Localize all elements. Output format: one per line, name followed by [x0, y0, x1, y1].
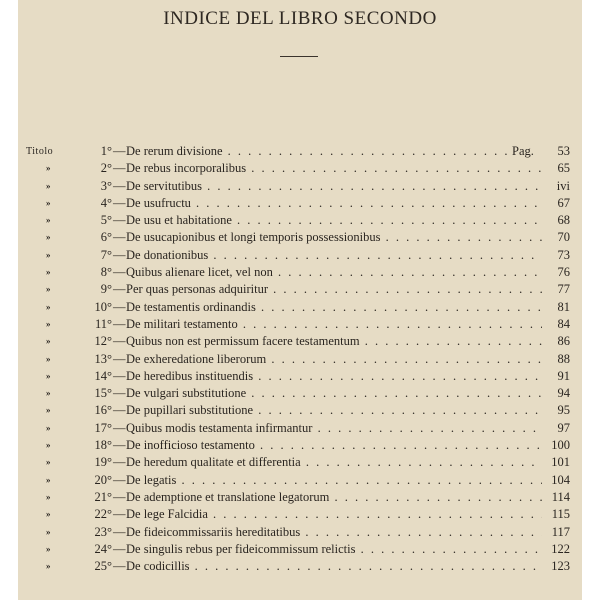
page-title: INDICE DEL LIBRO SECONDO	[163, 8, 437, 29]
toc-entry	[18, 368, 582, 385]
entry-title: De codicillis . . .	[126, 558, 542, 575]
toc-entry	[18, 143, 582, 160]
entry-number: 23°	[94, 524, 112, 539]
entry-title: De fideicommissariis hereditatibus . . .	[126, 524, 542, 541]
entry-dash: —	[113, 403, 126, 418]
title-rule	[280, 56, 318, 57]
entry-page-number: 77	[557, 282, 570, 297]
ditto-mark: »	[46, 267, 51, 278]
entry-number: 14°	[94, 368, 112, 383]
entry-number: 4°	[100, 195, 112, 210]
entry-title: De vulgari substitutione . . .	[126, 385, 542, 402]
ditto-mark: »	[46, 232, 51, 243]
toc-entry	[18, 178, 582, 195]
entry-page-number: 117	[551, 524, 570, 539]
toc-entry	[18, 264, 582, 281]
toc-entry	[18, 506, 582, 523]
entry-title: De servitutibus . . .	[126, 178, 542, 195]
toc-entry	[18, 160, 582, 177]
toc-entry	[18, 247, 582, 264]
entry-page-number: 53	[557, 144, 570, 158]
toc-entry	[18, 333, 582, 350]
toc-entry	[18, 402, 582, 419]
entry-title: De legatis . . .	[126, 472, 542, 489]
entry-title: Quibus alienare licet, vel non . . .	[126, 264, 542, 281]
entry-page-number: 115	[551, 507, 570, 522]
entry-title: De heredum qualitate et differentia . . .	[126, 454, 542, 471]
ditto-mark: »	[46, 561, 51, 572]
entry-number: 8°	[100, 265, 112, 280]
ditto-mark: »	[46, 440, 51, 451]
entry-dash: —	[113, 541, 126, 556]
entry-title: De usucapionibus et longi temporis possessionibus . . .	[126, 229, 542, 246]
toc-entry	[18, 229, 582, 246]
ditto-mark: »	[46, 509, 51, 520]
entry-dash: —	[113, 161, 126, 176]
entry-number: 20°	[94, 472, 112, 487]
entry-number: 17°	[94, 420, 112, 435]
ditto-mark: »	[46, 284, 51, 295]
entry-page-number: 122	[551, 541, 570, 556]
entry-page-number: 70	[557, 230, 570, 245]
entry-number: 13°	[94, 351, 112, 366]
ditto-mark: »	[46, 301, 51, 312]
entry-dash: —	[113, 247, 126, 262]
entry-dash: —	[113, 351, 126, 366]
entry-title: Quibus modis testamenta infirmantur . . .	[126, 420, 542, 437]
ditto-mark: »	[46, 543, 51, 554]
entry-number: 25°	[94, 559, 112, 574]
entry-title: De donationibus . . .	[126, 247, 542, 264]
entry-number: 12°	[94, 334, 112, 349]
entry-dash: —	[113, 144, 126, 158]
entry-title: De inofficioso testamento . . .	[126, 437, 542, 454]
entry-title: De exheredatione liberorum . . .	[126, 351, 542, 368]
entry-dash: —	[113, 386, 126, 401]
ditto-mark: »	[46, 180, 51, 191]
ditto-mark: »	[46, 336, 51, 347]
entry-title: De heredibus instituendis . . .	[126, 368, 542, 385]
toc-entry	[18, 472, 582, 489]
entry-page-number: 101	[551, 455, 570, 470]
entry-dash: —	[113, 420, 126, 435]
table-of-contents	[18, 143, 582, 575]
ditto-mark: »	[46, 353, 51, 364]
toc-entry	[18, 212, 582, 229]
toc-entry	[18, 454, 582, 471]
entry-number: 19°	[94, 455, 112, 470]
toc-entry	[18, 385, 582, 402]
entry-page-number: 123	[551, 559, 570, 574]
entry-dash: —	[113, 299, 126, 314]
entry-page-number: 104	[551, 472, 570, 487]
entry-number: 10°	[94, 299, 112, 314]
ditto-mark: »	[46, 422, 51, 433]
entry-page-number: ivi	[556, 178, 570, 193]
entry-title: De usufructu . . .	[126, 195, 542, 212]
ditto-mark: »	[46, 474, 51, 485]
entry-number: 7°	[100, 247, 112, 262]
ditto-mark: »	[46, 457, 51, 468]
entry-dash: —	[113, 230, 126, 245]
entry-title: De rebus incorporalibus . . .	[126, 160, 542, 177]
entry-title: De testamentis ordinandis . . .	[126, 299, 542, 316]
ditto-mark: »	[46, 215, 51, 226]
entry-dash: —	[113, 489, 126, 504]
toc-entry	[18, 489, 582, 506]
entry-dash: —	[113, 282, 126, 297]
entry-number: 6°	[100, 230, 112, 245]
entry-title: De lege Falcidia . . .	[126, 506, 542, 523]
entry-number: 3°	[100, 178, 112, 193]
toc-entry	[18, 524, 582, 541]
entry-number: 16°	[94, 403, 112, 418]
entry-page-number: 100	[551, 438, 570, 453]
entry-page-number: 94	[557, 386, 570, 401]
entry-number: 1°	[100, 144, 112, 158]
entry-page-number: 68	[557, 213, 570, 228]
entry-page-number: 95	[557, 403, 570, 418]
entry-dash: —	[113, 178, 126, 193]
entry-dash: —	[113, 524, 126, 539]
entry-number: 2°	[100, 161, 112, 176]
entry-title: De rerum divisione . . .	[126, 143, 510, 160]
entry-dash: —	[113, 195, 126, 210]
entry-title: Per quas personas adquiritur . . .	[126, 281, 542, 298]
entry-page-number: 97	[557, 420, 570, 435]
ditto-mark: »	[46, 526, 51, 537]
entry-page-number: 91	[557, 368, 570, 383]
entry-dash: —	[113, 455, 126, 470]
entry-dash: —	[113, 507, 126, 522]
toc-entry	[18, 420, 582, 437]
entry-number: 11°	[94, 316, 112, 331]
ditto-mark: »	[46, 197, 51, 208]
book-page	[18, 0, 582, 600]
ditto-mark: »	[46, 491, 51, 502]
toc-entry	[18, 558, 582, 575]
entry-number: 15°	[94, 386, 112, 401]
toc-entry	[18, 299, 582, 316]
entry-page-number: 114	[551, 489, 570, 504]
toc-entry	[18, 437, 582, 454]
ditto-mark: »	[46, 370, 51, 381]
ditto-mark: »	[46, 318, 51, 329]
entry-page-number: 76	[557, 265, 570, 280]
toc-entry	[18, 316, 582, 333]
entry-dash: —	[113, 438, 126, 453]
entry-dash: —	[113, 368, 126, 383]
entry-number: 5°	[100, 213, 112, 228]
ditto-mark: »	[46, 163, 51, 174]
toc-entry	[18, 541, 582, 558]
entry-title: De ademptione et translatione legatorum . . .	[126, 489, 542, 506]
entry-number: 24°	[94, 541, 112, 556]
entry-dash: —	[113, 334, 126, 349]
entry-dash: —	[113, 559, 126, 574]
entry-title: De usu et habitatione . . .	[126, 212, 542, 229]
ditto-mark: »	[46, 405, 51, 416]
entry-dash: —	[113, 265, 126, 280]
entry-title: De militari testamento . . .	[126, 316, 542, 333]
ditto-mark: »	[46, 388, 51, 399]
entry-page-number: 88	[557, 351, 570, 366]
entry-number: 9°	[100, 282, 112, 297]
entry-page-number: 81	[557, 299, 570, 314]
entry-page-number: 73	[557, 247, 570, 262]
entry-dash: —	[113, 472, 126, 487]
toc-entry	[18, 351, 582, 368]
toc-entry	[18, 281, 582, 298]
entry-page-number: 67	[557, 195, 570, 210]
entry-number: 22°	[94, 507, 112, 522]
pag-label: Pag.	[512, 144, 534, 158]
entry-number: 21°	[94, 489, 112, 504]
entry-number: 18°	[94, 438, 112, 453]
entry-page-number: 86	[557, 334, 570, 349]
entry-page-number: 65	[557, 161, 570, 176]
toc-entry	[18, 195, 582, 212]
entry-title: De singulis rebus per fideicommissum relictis . . .	[126, 541, 542, 558]
entry-page-number: 84	[557, 316, 570, 331]
entry-dash: —	[113, 213, 126, 228]
entry-dash: —	[113, 316, 126, 331]
entry-title: De pupillari substitutione . . .	[126, 402, 542, 419]
ditto-mark: »	[46, 249, 51, 260]
entry-title: Quibus non est permissum facere testamentum . . .	[126, 333, 542, 350]
titolo-label: Titolo	[26, 146, 54, 157]
